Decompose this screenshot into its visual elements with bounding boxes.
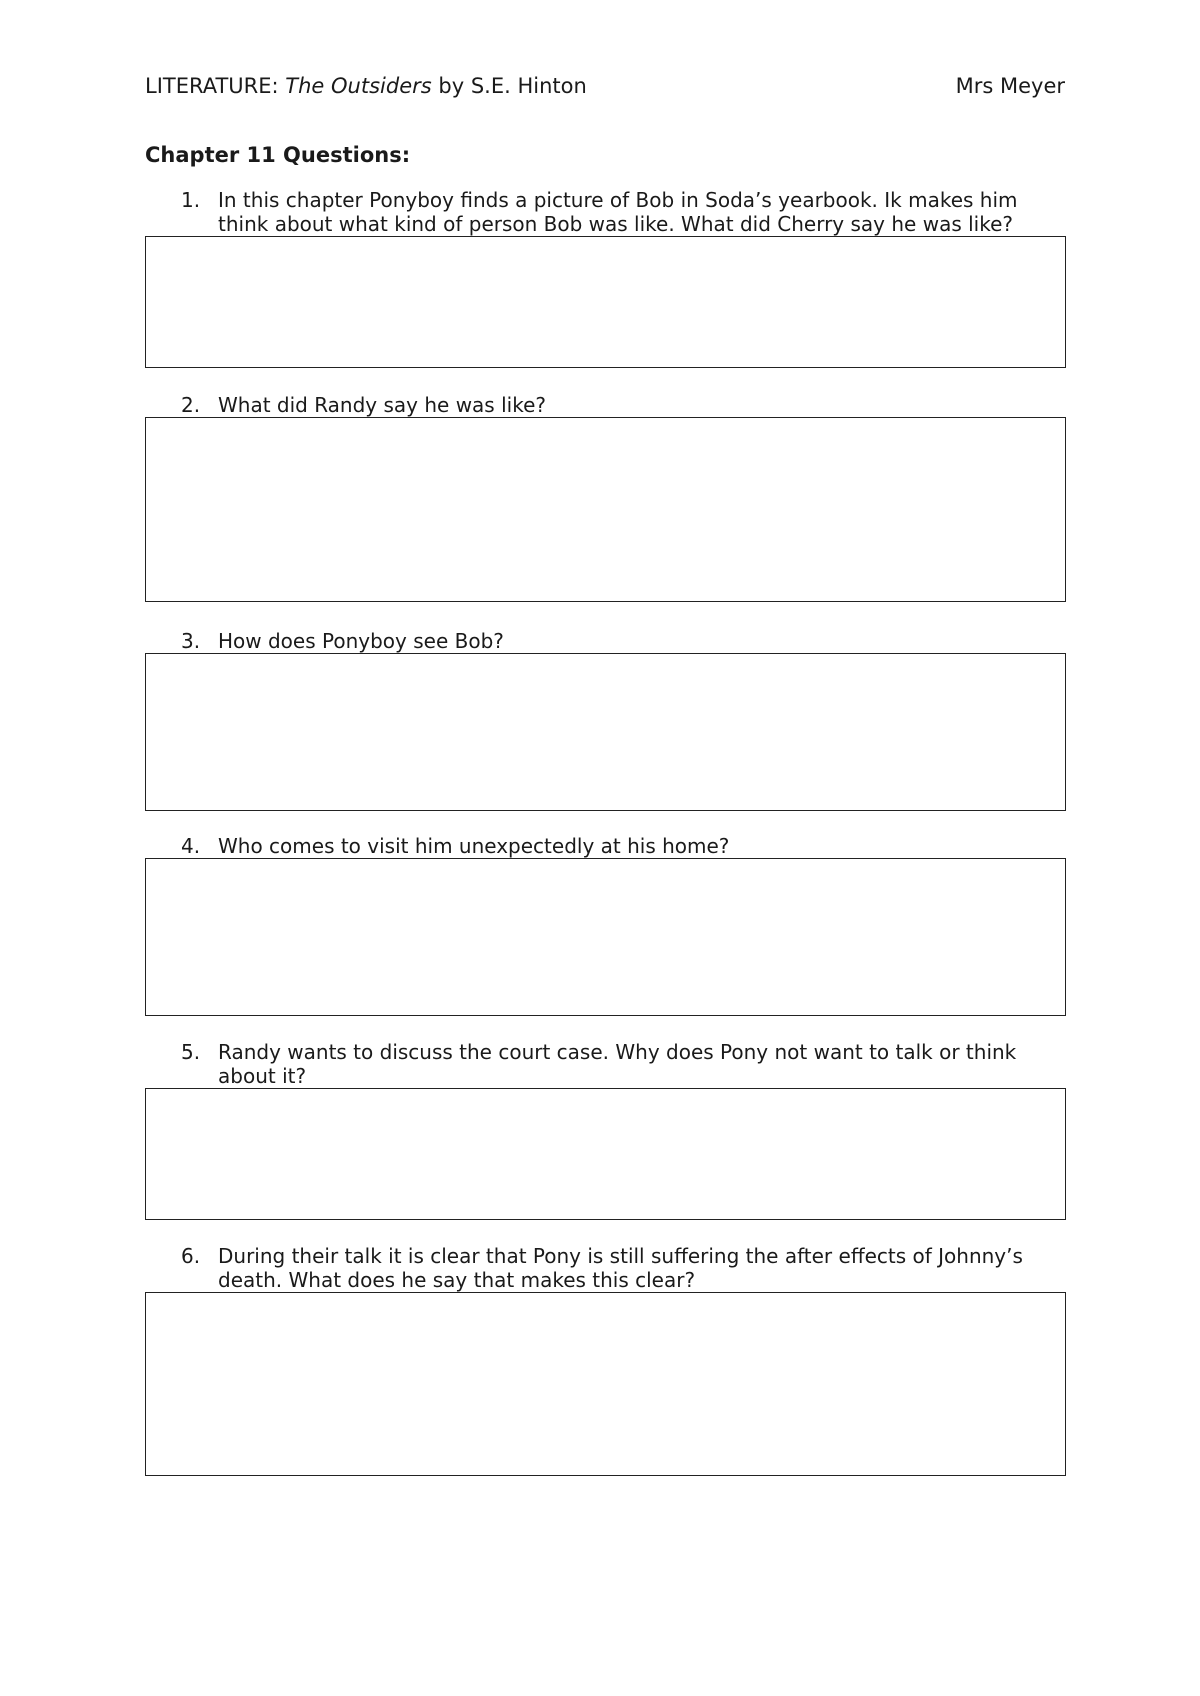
question-text <box>145 188 1066 236</box>
question-line: How does Ponyboy see Bob? <box>218 629 504 653</box>
question-number: 6. <box>181 1244 201 1268</box>
question-5 <box>145 1040 1066 1220</box>
question-text <box>145 834 1066 858</box>
question-text <box>145 1040 1066 1088</box>
question-text <box>145 629 1066 653</box>
answer-box[interactable] <box>145 858 1066 1016</box>
teacher-name: Mrs Meyer <box>955 74 1065 98</box>
question-line: Who comes to visit him unexpectedly at his home? <box>218 834 730 858</box>
question-text <box>145 393 1066 417</box>
question-number: 1. <box>181 188 201 212</box>
answer-box[interactable] <box>145 653 1066 811</box>
page-header <box>145 70 1065 102</box>
question-line: about it? <box>218 1064 307 1088</box>
answer-box[interactable] <box>145 236 1066 368</box>
course-title <box>145 70 587 102</box>
question-number: 5. <box>181 1040 201 1064</box>
question-number: 2. <box>181 393 201 417</box>
answer-box[interactable] <box>145 1292 1066 1476</box>
question-number: 4. <box>181 834 201 858</box>
book-author: by S.E. Hinton <box>438 74 587 98</box>
question-4 <box>145 834 1066 1016</box>
subject-label: LITERATURE: <box>145 74 279 98</box>
question-line: Randy wants to discuss the court case. Why does Pony not want to talk or think <box>218 1040 1017 1064</box>
question-text <box>145 1244 1066 1292</box>
question-2 <box>145 393 1066 602</box>
question-1 <box>145 188 1066 368</box>
question-line: think about what kind of person Bob was like. What did Cherry say he was like? <box>218 212 1013 236</box>
question-line: During their talk it is clear that Pony is still suffering the after effects of Johnny’s <box>218 1244 1023 1268</box>
book-title: The Outsiders <box>285 74 432 98</box>
question-number: 3. <box>181 629 201 653</box>
chapter-heading: Chapter 11 Questions: <box>145 143 411 167</box>
answer-box[interactable] <box>145 1088 1066 1220</box>
question-6 <box>145 1244 1066 1476</box>
question-3 <box>145 629 1066 811</box>
answer-box[interactable] <box>145 417 1066 602</box>
question-line: What did Randy say he was like? <box>218 393 546 417</box>
question-line: In this chapter Ponyboy finds a picture of Bob in Soda’s yearbook. Ik makes him <box>218 188 1018 212</box>
question-line: death. What does he say that makes this clear? <box>218 1268 696 1292</box>
